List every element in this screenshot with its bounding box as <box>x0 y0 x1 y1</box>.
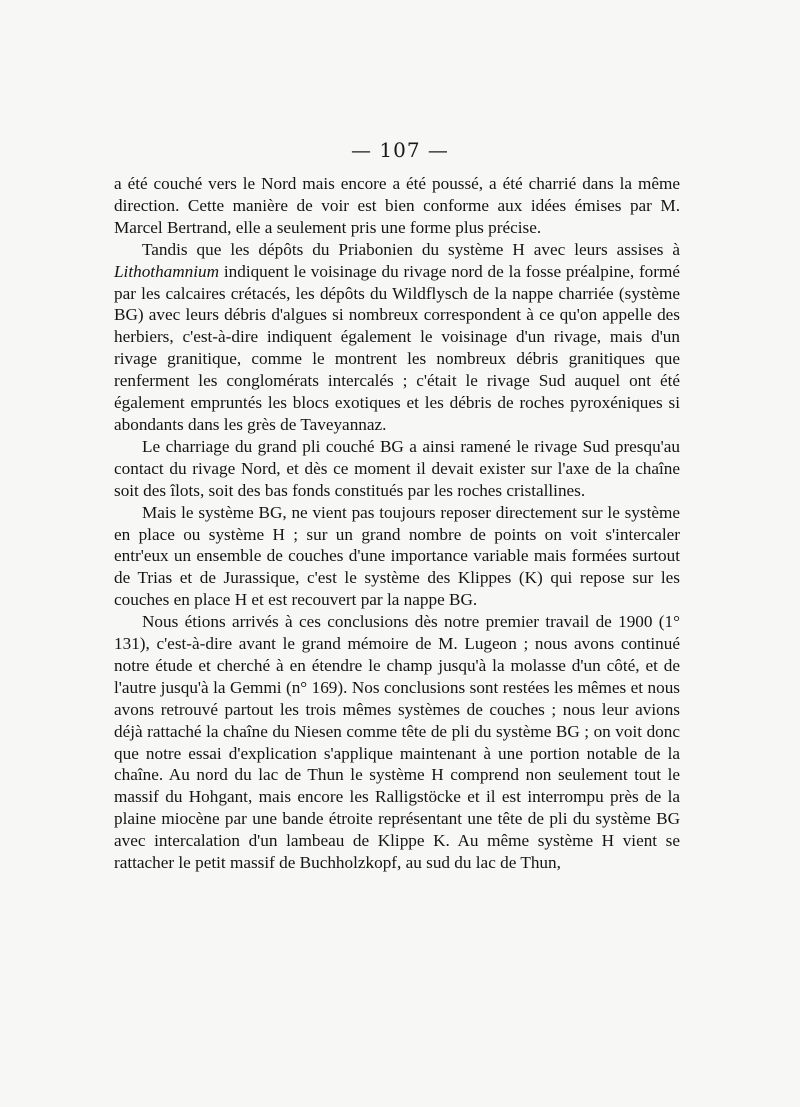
text-segment: Le charriage du grand pli couché BG a ainsi ramené le rivage Sud presqu'au contact du rivage Nord, et dès ce moment il devait exister sur l'axe de la chaîne soit des îlots, soit des bas fonds constitués par les roches cristallines. <box>114 436 680 500</box>
body-text <box>114 173 680 874</box>
text-segment: a été couché vers le Nord mais encore a été poussé, a été charrié dans la même direction. Cette manière de voir est bien conforme aux idées émises par M. Marcel Bertrand, elle a seulement pris une forme plus précise. <box>114 174 680 237</box>
paragraph <box>114 502 680 612</box>
text-segment: Tandis que les dépôts du Priabonien du système H avec leurs assises à <box>142 239 680 259</box>
paragraph <box>114 239 680 436</box>
paragraph <box>114 173 680 239</box>
page-number: — 107 — <box>351 138 449 162</box>
paragraph <box>114 436 680 502</box>
paragraph <box>114 611 680 874</box>
text-segment: Mais le système BG, ne vient pas toujours reposer directement sur le système en place ou système H ; sur un grand nombre de points on voit s'intercaler entr'eux un ensemble de couches d'une importance variable mais formées surtout de Trias et de Jurassique, c'est le système des Klippes (K) qui repose sur les couches en place H et est recouvert par la nappe BG. <box>114 502 680 610</box>
italic-term: Lithothamnium <box>114 261 220 281</box>
text-segment: indiquent le voisinage du rivage nord de la fosse préalpine, formé par les calcaires crétacés, les dépôts du Wildflysch de la nappe charriée (système BG) avec leurs débris d'algues si nombreux correspondent à ce qu'on appelle des herbiers, c'est-à-dire indiquent également le voisinage d'un rivage, mais d'un rivage granitique, comme le montrent les nombreux débris granitiques que renferment les conglomérats intercalés ; c'était le rivage Sud auquel ont été également empruntés les blocs exotiques et les débris de roches pyroxéniques si abondants dans les grès de Taveyannaz. <box>114 261 680 434</box>
text-segment: Nous étions arrivés à ces conclusions dès notre premier travail de 1900 (1° 131), c'est-à-dire avant le grand mémoire de M. Lugeon ; nous avons continué notre étude et cherché à en étendre le champ jusqu'à la molasse d'un côté, et de l'autre jusqu'à la Gemmi (n° 169). Nos conclusions sont restées les mêmes et nous avons retrouvé partout les trois mêmes systèmes de couches ; nous leur avions déjà rattaché la chaîne du Niesen comme tête de pli du système BG ; on voit donc que notre essai d'explication s'applique maintenant à une portion notable de la chaîne. Au nord du lac de Thun le système H comprend non seulement tout le massif du Hohgant, mais encore les Ralligstöcke et il est interrompu près de la plaine miocène par une bande étroite représentant une tête de pli du système BG avec intercalation d'un lambeau de Klippe K. Au même système H vient se rattacher le petit massif de Buchholzkopf, au sud du lac de Thun, <box>114 612 680 873</box>
